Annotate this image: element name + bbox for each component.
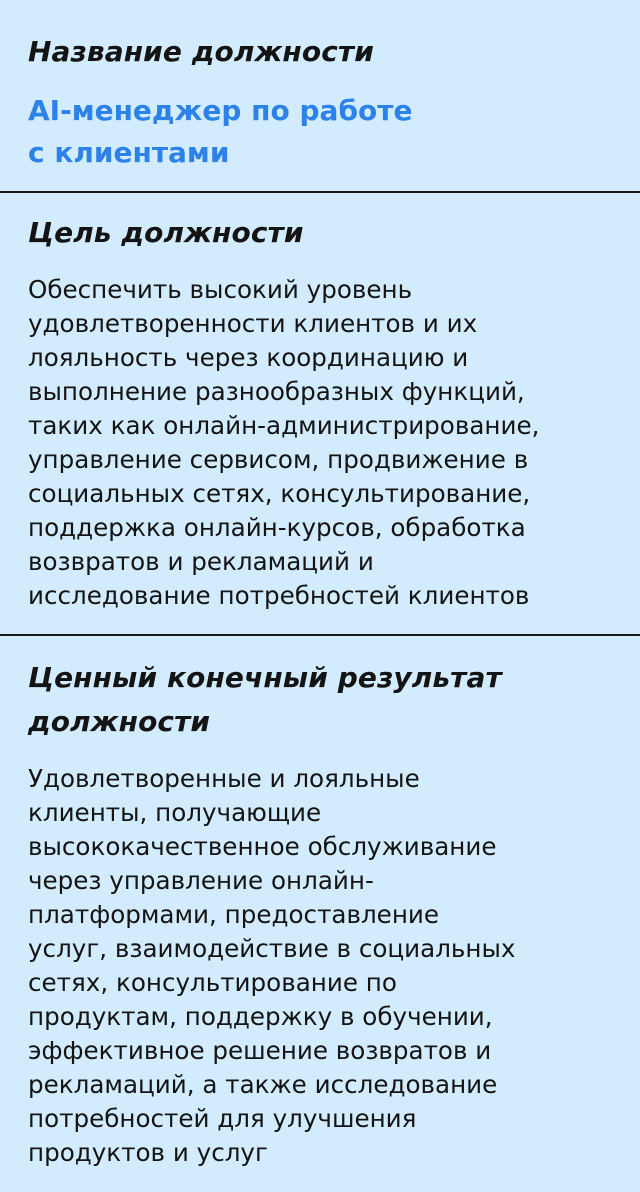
result-heading: Ценный конечный результат должности: [28, 661, 502, 738]
goal-heading: Цель должности: [28, 216, 304, 249]
goal-text: Обеспечить высокий уровень удовлетворенности клиентов и их лояльность через координацию и выполнение разнообразных функций, таких как онлайн-администрирование, управление сервисом, продвижение в социальных сетях, консультирование, поддержка онлайн-курсов, обработка возвратов и рекламаций и исследование потребностей клиентов: [28, 275, 540, 610]
result-section: [0, 636, 640, 1170]
position-heading: Название должности: [28, 35, 374, 68]
goal-section: [0, 193, 640, 634]
position-name: AI-менеджер по работе с клиентами: [28, 94, 413, 169]
position-section: [0, 0, 640, 191]
result-text: Удовлетворенные и лояльные клиенты, получающие высококачественное обслуживание через управление онлайн- платформами, предоставление услуг, взаимодействие в социальных сетях, консультирование по продуктам, поддержку в обучении, эффективное решение возвратов и рекламаций, а также исследование потребностей для улучшения продуктов и услуг: [28, 764, 516, 1167]
